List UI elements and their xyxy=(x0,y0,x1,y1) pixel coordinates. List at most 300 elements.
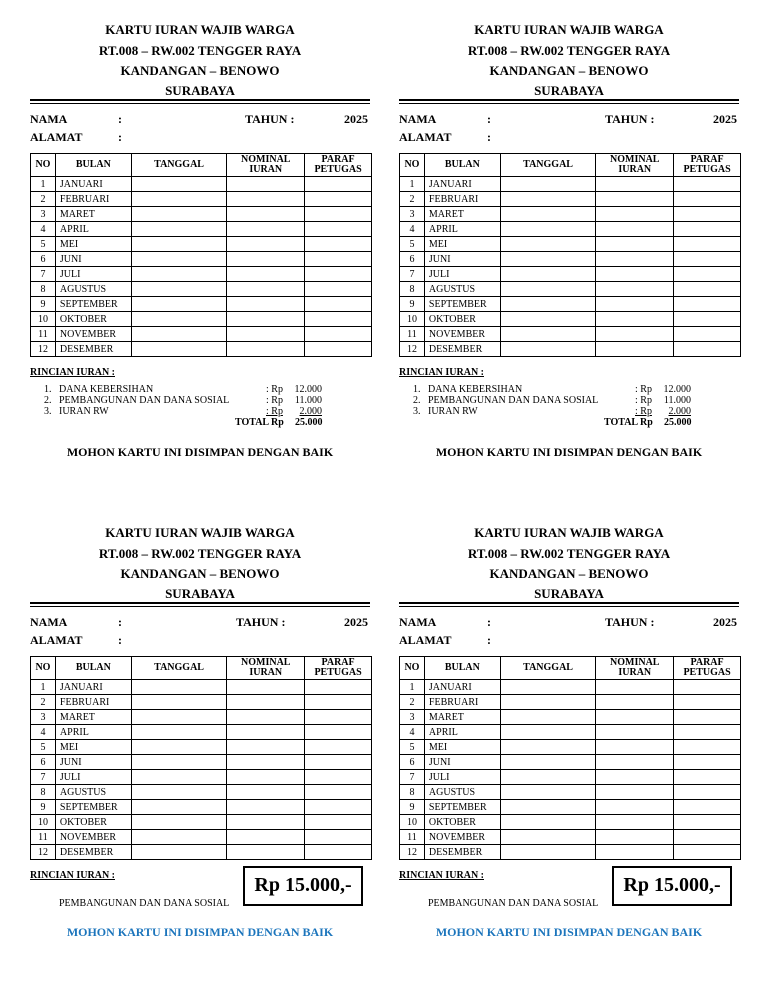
row-paraf-cell[interactable] xyxy=(305,695,372,710)
card-subtitle-kota: SURABAYA xyxy=(534,586,604,601)
row-nominal-cell[interactable] xyxy=(227,267,305,282)
row-nominal-cell[interactable] xyxy=(227,800,305,815)
row-no: 5 xyxy=(400,740,425,755)
rincian-title: RINCIAN IURAN : xyxy=(30,870,115,881)
row-tanggal-cell[interactable] xyxy=(500,740,596,755)
row-nominal-cell[interactable] xyxy=(596,252,674,267)
row-paraf-cell[interactable] xyxy=(674,282,741,297)
table-row xyxy=(31,342,372,357)
row-no: 9 xyxy=(31,800,56,815)
footer-note: MOHON KARTU INI DISIMPAN DENGAN BAIK xyxy=(435,445,703,459)
row-paraf-cell[interactable] xyxy=(305,312,372,327)
alamat-label: ALAMAT xyxy=(399,633,452,647)
alamat-label: ALAMAT xyxy=(30,633,83,647)
row-nominal-cell[interactable] xyxy=(227,680,305,695)
row-tanggal-cell[interactable] xyxy=(500,815,596,830)
row-bulan: MEI xyxy=(55,740,131,755)
row-paraf-cell[interactable] xyxy=(674,680,741,695)
card-subtitle-rt-rw: RT.008 – RW.002 TENGGER RAYA xyxy=(467,546,671,561)
header-divider-thin xyxy=(399,606,739,607)
row-paraf-cell[interactable] xyxy=(674,845,741,860)
nama-label: NAMA xyxy=(30,615,68,629)
row-bulan: JANUARI xyxy=(424,680,500,695)
row-tanggal-cell[interactable] xyxy=(131,342,227,357)
row-nominal-cell[interactable] xyxy=(227,755,305,770)
row-tanggal-cell[interactable] xyxy=(500,680,596,695)
rincian-item-label: PEMBANGUNAN DAN DANA SOSIAL xyxy=(428,395,599,406)
col-header-nominal xyxy=(596,657,674,680)
rincian-item-amount: 11.000 xyxy=(663,395,691,406)
rincian-item-label: PEMBANGUNAN DAN DANA SOSIAL xyxy=(59,898,230,909)
row-tanggal-cell[interactable] xyxy=(500,207,596,222)
alamat-label: ALAMAT xyxy=(30,130,83,144)
row-tanggal-cell[interactable] xyxy=(500,800,596,815)
row-tanggal-cell[interactable] xyxy=(131,770,227,785)
row-nominal-cell[interactable] xyxy=(227,725,305,740)
col-header-paraf xyxy=(674,657,741,680)
iuran-table xyxy=(30,153,372,357)
table-row xyxy=(400,800,741,815)
row-nominal-cell[interactable] xyxy=(227,177,305,192)
row-tanggal-cell[interactable] xyxy=(131,710,227,725)
row-tanggal-cell[interactable] xyxy=(500,695,596,710)
card-title: KARTU IURAN WAJIB WARGA xyxy=(474,22,664,37)
row-tanggal-cell[interactable] xyxy=(131,267,227,282)
row-paraf-cell[interactable] xyxy=(674,192,741,207)
col-header-nominal-line1: NOMINAL xyxy=(241,154,291,165)
row-bulan: APRIL xyxy=(424,725,500,740)
row-paraf-cell[interactable] xyxy=(305,755,372,770)
row-nominal-cell[interactable] xyxy=(596,740,674,755)
row-paraf-cell[interactable] xyxy=(674,755,741,770)
row-tanggal-cell[interactable] xyxy=(131,785,227,800)
row-no: 1 xyxy=(31,177,56,192)
row-paraf-cell[interactable] xyxy=(305,207,372,222)
row-tanggal-cell[interactable] xyxy=(131,815,227,830)
row-nominal-cell[interactable] xyxy=(227,237,305,252)
header-divider-thick xyxy=(30,99,370,101)
card-subtitle-rt-rw: RT.008 – RW.002 TENGGER RAYA xyxy=(467,43,671,58)
row-bulan: JULI xyxy=(424,267,500,282)
row-tanggal-cell[interactable] xyxy=(131,740,227,755)
header-divider-thick xyxy=(399,99,739,101)
row-tanggal-cell[interactable] xyxy=(131,830,227,845)
row-paraf-cell[interactable] xyxy=(305,297,372,312)
row-paraf-cell[interactable] xyxy=(674,830,741,845)
row-nominal-cell[interactable] xyxy=(227,207,305,222)
col-header-paraf-line2: PETUGAS xyxy=(683,667,731,678)
row-paraf-cell[interactable] xyxy=(674,297,741,312)
row-no: 9 xyxy=(400,297,425,312)
row-no: 11 xyxy=(31,327,56,342)
row-nominal-cell[interactable] xyxy=(227,815,305,830)
row-nominal-cell[interactable] xyxy=(227,740,305,755)
table-row xyxy=(400,680,741,695)
row-tanggal-cell[interactable] xyxy=(131,297,227,312)
row-tanggal-cell[interactable] xyxy=(500,785,596,800)
row-paraf-cell[interactable] xyxy=(674,222,741,237)
row-paraf-cell[interactable] xyxy=(674,770,741,785)
row-bulan: JULI xyxy=(55,770,131,785)
rincian-item-rp: : Rp xyxy=(635,384,652,395)
row-paraf-cell[interactable] xyxy=(305,177,372,192)
row-nominal-cell[interactable] xyxy=(227,222,305,237)
total-amount: 25.000 xyxy=(664,417,692,428)
row-no: 10 xyxy=(31,312,56,327)
row-tanggal-cell[interactable] xyxy=(131,845,227,860)
row-no: 1 xyxy=(400,680,425,695)
card-subtitle-kelurahan: KANDANGAN – BENOWO xyxy=(489,63,649,78)
row-nominal-cell[interactable] xyxy=(596,755,674,770)
total-label: TOTAL Rp xyxy=(604,417,653,428)
row-paraf-cell[interactable] xyxy=(305,252,372,267)
rincian-item-rp: : Rp xyxy=(266,395,283,406)
row-paraf-cell[interactable] xyxy=(305,710,372,725)
row-bulan: FEBRUARI xyxy=(55,695,131,710)
row-bulan: DESEMBER xyxy=(55,845,131,860)
row-no: 3 xyxy=(400,207,425,222)
col-header-paraf-line2: PETUGAS xyxy=(314,667,362,678)
row-tanggal-cell[interactable] xyxy=(500,252,596,267)
row-tanggal-cell[interactable] xyxy=(131,312,227,327)
row-no: 6 xyxy=(31,755,56,770)
header-divider-thin xyxy=(399,103,739,104)
row-nominal-cell[interactable] xyxy=(596,192,674,207)
row-tanggal-cell[interactable] xyxy=(500,312,596,327)
row-nominal-cell[interactable] xyxy=(227,297,305,312)
table-row xyxy=(400,252,741,267)
rincian-item-rp: : Rp xyxy=(635,406,652,417)
table-row xyxy=(31,237,372,252)
col-header-tanggal: TANGGAL xyxy=(131,154,227,177)
row-nominal-cell[interactable] xyxy=(596,327,674,342)
row-no: 11 xyxy=(31,830,56,845)
row-bulan: NOVEMBER xyxy=(424,327,500,342)
row-nominal-cell[interactable] xyxy=(596,710,674,725)
table-row xyxy=(400,342,741,357)
rincian-item-label: PEMBANGUNAN DAN DANA SOSIAL xyxy=(59,395,230,406)
nama-colon: : xyxy=(118,112,122,126)
row-paraf-cell[interactable] xyxy=(305,680,372,695)
table-row xyxy=(31,830,372,845)
alamat-colon: : xyxy=(118,130,122,144)
row-nominal-cell[interactable] xyxy=(227,845,305,860)
col-header-nominal-line1: NOMINAL xyxy=(610,657,660,668)
row-no: 8 xyxy=(31,282,56,297)
row-nominal-cell[interactable] xyxy=(596,830,674,845)
row-no: 8 xyxy=(31,785,56,800)
row-paraf-cell[interactable] xyxy=(674,815,741,830)
row-bulan: JULI xyxy=(55,267,131,282)
row-paraf-cell[interactable] xyxy=(674,312,741,327)
row-no: 8 xyxy=(400,785,425,800)
table-row xyxy=(400,740,741,755)
row-paraf-cell[interactable] xyxy=(305,800,372,815)
row-nominal-cell[interactable] xyxy=(596,312,674,327)
row-bulan: JANUARI xyxy=(55,680,131,695)
rincian-title: RINCIAN IURAN : xyxy=(399,367,484,378)
row-paraf-cell[interactable] xyxy=(305,237,372,252)
row-paraf-cell[interactable] xyxy=(305,815,372,830)
row-no: 11 xyxy=(400,830,425,845)
rincian-item-number: 3. xyxy=(44,406,52,417)
rincian-item-amount: 12.000 xyxy=(663,384,691,395)
row-no: 2 xyxy=(31,695,56,710)
row-nominal-cell[interactable] xyxy=(227,342,305,357)
row-nominal-cell[interactable] xyxy=(596,222,674,237)
row-paraf-cell[interactable] xyxy=(674,342,741,357)
row-paraf-cell[interactable] xyxy=(674,252,741,267)
row-paraf-cell[interactable] xyxy=(305,845,372,860)
col-header-bulan: BULAN xyxy=(55,657,131,680)
table-row xyxy=(400,207,741,222)
row-tanggal-cell[interactable] xyxy=(500,267,596,282)
row-nominal-cell[interactable] xyxy=(227,252,305,267)
row-tanggal-cell[interactable] xyxy=(500,770,596,785)
table-row xyxy=(400,282,741,297)
row-no: 9 xyxy=(400,800,425,815)
row-nominal-cell[interactable] xyxy=(227,327,305,342)
row-bulan: AGUSTUS xyxy=(424,785,500,800)
row-bulan: DESEMBER xyxy=(424,845,500,860)
rincian-item-rp: : Rp xyxy=(266,406,283,417)
table-row xyxy=(400,297,741,312)
tahun-label: TAHUN : xyxy=(245,112,295,126)
row-no: 5 xyxy=(400,237,425,252)
row-nominal-cell[interactable] xyxy=(596,267,674,282)
row-bulan: APRIL xyxy=(55,725,131,740)
row-paraf-cell[interactable] xyxy=(305,740,372,755)
table-row xyxy=(400,815,741,830)
row-bulan: SEPTEMBER xyxy=(55,800,131,815)
rincian-item-label: PEMBANGUNAN DAN DANA SOSIAL xyxy=(428,898,599,909)
nama-colon: : xyxy=(487,112,491,126)
row-bulan: FEBRUARI xyxy=(424,192,500,207)
header-divider-thin xyxy=(30,103,370,104)
row-nominal-cell[interactable] xyxy=(596,845,674,860)
row-tanggal-cell[interactable] xyxy=(500,177,596,192)
nama-label: NAMA xyxy=(30,112,68,126)
row-nominal-cell[interactable] xyxy=(596,815,674,830)
table-header-row xyxy=(400,154,741,177)
row-no: 7 xyxy=(400,770,425,785)
row-tanggal-cell[interactable] xyxy=(500,755,596,770)
row-tanggal-cell[interactable] xyxy=(500,192,596,207)
row-paraf-cell[interactable] xyxy=(305,192,372,207)
row-nominal-cell[interactable] xyxy=(596,680,674,695)
row-tanggal-cell[interactable] xyxy=(131,237,227,252)
col-header-nominal-line1: NOMINAL xyxy=(610,154,660,165)
table-row xyxy=(31,192,372,207)
row-no: 12 xyxy=(400,845,425,860)
row-nominal-cell[interactable] xyxy=(227,785,305,800)
row-paraf-cell[interactable] xyxy=(305,725,372,740)
footer-note: MOHON KARTU INI DISIMPAN DENGAN BAIK xyxy=(435,925,703,939)
nama-colon: : xyxy=(487,615,491,629)
table-row xyxy=(400,312,741,327)
row-nominal-cell[interactable] xyxy=(227,192,305,207)
rincian-item-label: IURAN RW xyxy=(428,406,478,417)
row-paraf-cell[interactable] xyxy=(674,785,741,800)
table-row xyxy=(31,312,372,327)
row-tanggal-cell[interactable] xyxy=(131,695,227,710)
row-nominal-cell[interactable] xyxy=(596,282,674,297)
row-no: 4 xyxy=(31,222,56,237)
alamat-colon: : xyxy=(487,633,491,647)
row-tanggal-cell[interactable] xyxy=(500,237,596,252)
row-paraf-cell[interactable] xyxy=(674,800,741,815)
row-tanggal-cell[interactable] xyxy=(131,207,227,222)
row-paraf-cell[interactable] xyxy=(674,695,741,710)
row-tanggal-cell[interactable] xyxy=(500,725,596,740)
row-no: 4 xyxy=(400,222,425,237)
row-nominal-cell[interactable] xyxy=(227,282,305,297)
row-no: 2 xyxy=(400,192,425,207)
row-paraf-cell[interactable] xyxy=(674,740,741,755)
row-paraf-cell[interactable] xyxy=(305,327,372,342)
row-paraf-cell[interactable] xyxy=(674,237,741,252)
col-header-no: NO xyxy=(400,154,425,177)
row-bulan: SEPTEMBER xyxy=(424,297,500,312)
row-bulan: AGUSTUS xyxy=(424,282,500,297)
tahun-value: 2025 xyxy=(344,615,368,629)
rincian-item-number: 1. xyxy=(44,384,52,395)
row-tanggal-cell[interactable] xyxy=(500,845,596,860)
row-tanggal-cell[interactable] xyxy=(131,755,227,770)
table-row xyxy=(31,252,372,267)
row-nominal-cell[interactable] xyxy=(596,725,674,740)
alamat-colon: : xyxy=(487,130,491,144)
col-header-no: NO xyxy=(31,657,56,680)
rincian-item-amount: 2.000 xyxy=(299,406,322,417)
row-tanggal-cell[interactable] xyxy=(500,710,596,725)
row-tanggal-cell[interactable] xyxy=(500,297,596,312)
row-tanggal-cell[interactable] xyxy=(131,222,227,237)
card-subtitle-rt-rw: RT.008 – RW.002 TENGGER RAYA xyxy=(98,546,302,561)
header-divider-thin xyxy=(30,606,370,607)
row-tanggal-cell[interactable] xyxy=(131,680,227,695)
row-nominal-cell[interactable] xyxy=(596,342,674,357)
table-row xyxy=(400,192,741,207)
row-tanggal-cell[interactable] xyxy=(500,830,596,845)
row-nominal-cell[interactable] xyxy=(227,710,305,725)
row-nominal-cell[interactable] xyxy=(596,800,674,815)
table-row xyxy=(31,695,372,710)
row-tanggal-cell[interactable] xyxy=(500,222,596,237)
table-row xyxy=(31,845,372,860)
row-paraf-cell[interactable] xyxy=(674,207,741,222)
iuran-table xyxy=(399,153,741,357)
row-tanggal-cell[interactable] xyxy=(131,800,227,815)
card-top-right xyxy=(399,0,741,470)
row-paraf-cell[interactable] xyxy=(305,222,372,237)
table-row xyxy=(31,207,372,222)
row-paraf-cell[interactable] xyxy=(305,267,372,282)
row-tanggal-cell[interactable] xyxy=(131,177,227,192)
row-bulan: JUNI xyxy=(55,252,131,267)
nama-colon: : xyxy=(118,615,122,629)
table-row xyxy=(31,725,372,740)
row-bulan: APRIL xyxy=(55,222,131,237)
rincian-item-number: 3. xyxy=(413,406,421,417)
row-no: 6 xyxy=(400,755,425,770)
row-no: 3 xyxy=(400,710,425,725)
col-header-paraf-line1: PARAF xyxy=(690,657,724,668)
row-bulan: MARET xyxy=(55,710,131,725)
row-no: 9 xyxy=(31,297,56,312)
table-row xyxy=(400,710,741,725)
row-bulan: JANUARI xyxy=(55,177,131,192)
row-bulan: AGUSTUS xyxy=(55,785,131,800)
row-bulan: JANUARI xyxy=(424,177,500,192)
row-bulan: NOVEMBER xyxy=(55,830,131,845)
col-header-nominal-line2: IURAN xyxy=(249,164,283,175)
row-tanggal-cell[interactable] xyxy=(500,282,596,297)
row-paraf-cell[interactable] xyxy=(305,282,372,297)
row-paraf-cell[interactable] xyxy=(674,725,741,740)
row-tanggal-cell[interactable] xyxy=(131,725,227,740)
row-paraf-cell[interactable] xyxy=(674,327,741,342)
row-tanggal-cell[interactable] xyxy=(500,327,596,342)
row-tanggal-cell[interactable] xyxy=(131,252,227,267)
table-row xyxy=(31,800,372,815)
row-paraf-cell[interactable] xyxy=(305,770,372,785)
rincian-item-label: DANA KEBERSIHAN xyxy=(428,384,523,395)
table-row xyxy=(31,282,372,297)
row-nominal-cell[interactable] xyxy=(596,695,674,710)
row-tanggal-cell[interactable] xyxy=(131,282,227,297)
row-bulan: MARET xyxy=(424,207,500,222)
row-paraf-cell[interactable] xyxy=(674,267,741,282)
card-subtitle-kota: SURABAYA xyxy=(165,586,235,601)
header-divider-thick xyxy=(399,602,739,604)
row-no: 12 xyxy=(31,342,56,357)
row-tanggal-cell[interactable] xyxy=(500,342,596,357)
nama-label: NAMA xyxy=(399,615,437,629)
row-no: 12 xyxy=(400,342,425,357)
row-bulan: NOVEMBER xyxy=(424,830,500,845)
row-nominal-cell[interactable] xyxy=(596,207,674,222)
iuran-table xyxy=(399,656,741,860)
rincian-item-rp: : Rp xyxy=(635,395,652,406)
row-no: 1 xyxy=(400,177,425,192)
row-nominal-cell[interactable] xyxy=(596,297,674,312)
row-bulan: DESEMBER xyxy=(55,342,131,357)
row-bulan: SEPTEMBER xyxy=(55,297,131,312)
row-nominal-cell[interactable] xyxy=(596,785,674,800)
row-nominal-cell[interactable] xyxy=(227,770,305,785)
col-header-paraf-line1: PARAF xyxy=(321,154,355,165)
row-paraf-cell[interactable] xyxy=(305,785,372,800)
col-header-tanggal: TANGGAL xyxy=(500,657,596,680)
row-tanggal-cell[interactable] xyxy=(131,192,227,207)
row-no: 7 xyxy=(400,267,425,282)
row-paraf-cell[interactable] xyxy=(674,177,741,192)
row-nominal-cell[interactable] xyxy=(596,770,674,785)
row-nominal-cell[interactable] xyxy=(227,695,305,710)
row-nominal-cell[interactable] xyxy=(596,177,674,192)
row-paraf-cell[interactable] xyxy=(305,830,372,845)
row-paraf-cell[interactable] xyxy=(674,710,741,725)
row-nominal-cell[interactable] xyxy=(227,312,305,327)
row-paraf-cell[interactable] xyxy=(305,342,372,357)
row-bulan: OKTOBER xyxy=(424,815,500,830)
row-nominal-cell[interactable] xyxy=(227,830,305,845)
table-row xyxy=(31,222,372,237)
table-row xyxy=(31,297,372,312)
row-tanggal-cell[interactable] xyxy=(131,327,227,342)
row-nominal-cell[interactable] xyxy=(596,237,674,252)
